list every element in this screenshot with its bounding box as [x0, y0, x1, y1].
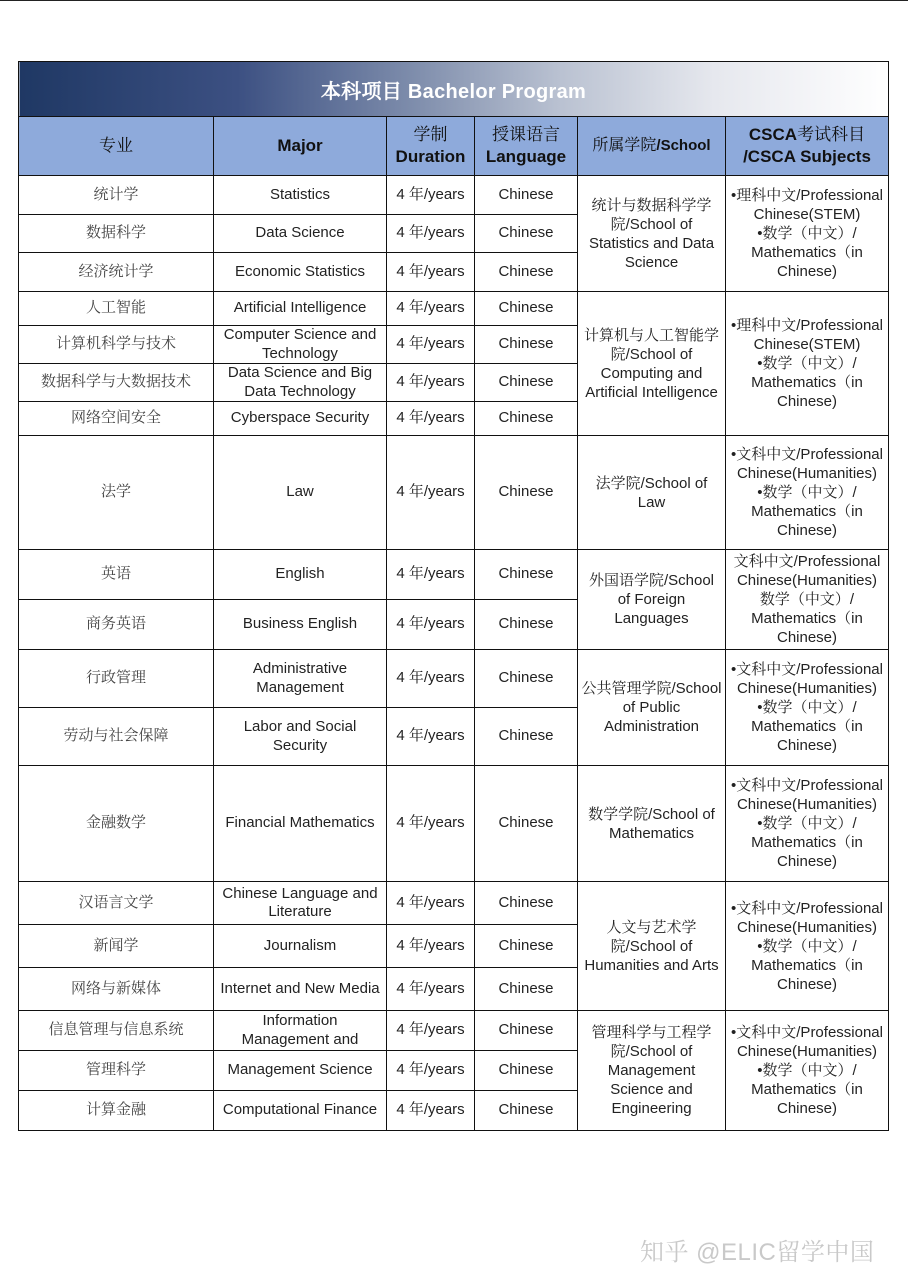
duration-text: 4 年/years: [396, 565, 465, 583]
header-duration-en: Duration: [395, 147, 466, 166]
major-en-cell: [214, 326, 387, 364]
language-text: Chinese: [498, 1101, 554, 1119]
major-cn-text: 管理科学: [85, 1061, 146, 1079]
duration-text: 4 年/years: [396, 335, 465, 353]
csca-subject-item: •理科中文/Professional Chinese(STEM): [731, 317, 883, 353]
duration-cell: [387, 215, 475, 253]
major-en-text: Journalism: [263, 936, 337, 954]
csca-subject-item: •数学（中文）/ Mathematics（in Chinese): [751, 1062, 863, 1117]
major-en-cell: [214, 215, 387, 253]
major-en-text: English: [275, 565, 325, 583]
major-en-text: Cyberspace Security: [230, 409, 370, 427]
major-cn-text: 劳动与社会保障: [63, 727, 169, 745]
major-en-text: Economic Statistics: [234, 262, 366, 280]
table-body: [19, 176, 889, 1131]
duration-cell: [387, 766, 475, 882]
header-major-en: Major: [214, 117, 387, 176]
duration-text: 4 年/years: [396, 1061, 465, 1079]
duration-cell: [387, 1091, 475, 1131]
duration-cell: [387, 600, 475, 650]
school-text: 人文与艺术学院/School of Humanities and Arts: [584, 918, 719, 974]
duration-cell: [387, 176, 475, 215]
major-en-cell: [214, 292, 387, 326]
language-text: Chinese: [498, 979, 554, 997]
school-text: 计算机与人工智能学院/School of Computing and Artificial Intelligence: [583, 326, 719, 401]
language-text: Chinese: [498, 299, 554, 317]
duration-text: 4 年/years: [396, 669, 465, 687]
major-en-text: Law: [286, 483, 314, 501]
major-en-text: Chinese Language and Literature: [222, 884, 378, 920]
major-cn-cell: [19, 1091, 214, 1131]
duration-cell: [387, 292, 475, 326]
csca-subject-item: •文科中文/Professional Chinese(Humanities): [731, 899, 883, 936]
major-cn-cell: [19, 882, 214, 925]
duration-text: 4 年/years: [396, 893, 465, 911]
csca-subject-item: •数学（中文）/ Mathematics（in Chinese): [751, 815, 863, 870]
csca-subject-item: 数学（中文）/ Mathematics（in Chinese): [751, 591, 863, 646]
language-cell: [475, 600, 578, 650]
duration-cell: [387, 326, 475, 364]
major-en-cell: [214, 176, 387, 215]
language-text: Chinese: [498, 409, 554, 427]
top-rule: [0, 0, 908, 1]
school-cell: [578, 550, 726, 650]
major-cn-cell: [19, 550, 214, 600]
major-cn-text: 行政管理: [85, 669, 146, 687]
header-school-cn: 所属学院: [592, 137, 657, 154]
major-en-text: Management Science: [227, 1061, 373, 1079]
school-text: 公共管理学院/School of Public Administration: [581, 680, 722, 735]
table-row: [19, 882, 889, 925]
major-cn-text: 数据科学与大数据技术: [40, 373, 191, 391]
major-en-cell: [214, 708, 387, 766]
major-en-cell: [214, 766, 387, 882]
csca-subject-item: •数学（中文）/ Mathematics（in Chinese): [751, 484, 863, 539]
school-text: 外国语学院/School of Foreign Languages: [588, 572, 715, 627]
major-en-cell: [214, 968, 387, 1011]
language-text: Chinese: [498, 893, 554, 911]
major-en-cell: [214, 550, 387, 600]
csca-subject-item: •文科中文/Professional Chinese(Humanities): [731, 1024, 883, 1060]
header-language-en: Language: [485, 147, 567, 166]
csca-subject-item: •文科中文/Professional Chinese(Humanities): [731, 777, 883, 813]
major-en-text: Data Science and Big Data Technology: [227, 364, 373, 400]
language-cell: [475, 436, 578, 550]
major-en-cell: [214, 600, 387, 650]
language-cell: [475, 1051, 578, 1091]
duration-text: 4 年/years: [396, 814, 465, 832]
major-cn-text: 人工智能: [85, 299, 146, 317]
major-en-cell: [214, 364, 387, 402]
language-cell: [475, 968, 578, 1011]
major-cn-text: 网络空间安全: [70, 409, 161, 427]
watermark: 知乎 @ELIC留学中国: [640, 1239, 875, 1266]
csca-subjects-cell: [726, 650, 889, 766]
header-row: [19, 117, 889, 176]
major-cn-cell: [19, 402, 214, 436]
language-cell: [475, 215, 578, 253]
school-cell: [578, 176, 726, 292]
table-row: [19, 176, 889, 215]
language-text: Chinese: [498, 224, 554, 242]
header-duration: [387, 117, 475, 176]
language-cell: [475, 882, 578, 925]
language-text: Chinese: [498, 1021, 554, 1039]
header-csca: [726, 117, 889, 176]
major-cn-text: 新闻学: [93, 936, 139, 954]
language-cell: [475, 364, 578, 402]
language-cell: [475, 326, 578, 364]
language-cell: [475, 253, 578, 292]
table-title: 本科项目 Bachelor Program: [19, 62, 889, 117]
language-text: Chinese: [498, 262, 554, 280]
csca-subjects-cell: [726, 766, 889, 882]
school-cell: [578, 650, 726, 766]
header-csca-en: /CSCA Subjects: [743, 147, 871, 166]
school-text: 数学学院/School of Mathematics: [588, 805, 715, 842]
duration-text: 4 年/years: [396, 483, 465, 501]
major-cn-cell: [19, 766, 214, 882]
duration-text: 4 年/years: [396, 373, 465, 391]
major-cn-text: 经济统计学: [78, 262, 154, 280]
major-cn-cell: [19, 600, 214, 650]
duration-text: 4 年/years: [396, 185, 465, 203]
language-cell: [475, 766, 578, 882]
major-cn-text: 英语: [100, 565, 131, 583]
duration-cell: [387, 708, 475, 766]
major-cn-cell: [19, 253, 214, 292]
language-cell: [475, 402, 578, 436]
language-text: Chinese: [498, 814, 554, 832]
major-en-text: Financial Mathematics: [225, 814, 375, 832]
csca-subject-item: •文科中文/Professional Chinese(Humanities): [731, 661, 883, 697]
major-cn-text: 汉语言文学: [78, 893, 154, 911]
language-cell: [475, 292, 578, 326]
csca-subject-item: •理科中文/Professional Chinese(STEM): [731, 187, 883, 223]
csca-subject-item: •数学（中文）/ Mathematics（in Chinese): [751, 355, 863, 410]
language-text: Chinese: [498, 185, 554, 203]
major-cn-text: 商务英语: [85, 615, 146, 633]
language-text: Chinese: [498, 727, 554, 745]
header-csca-prefix: CSCA: [748, 125, 798, 144]
duration-cell: [387, 253, 475, 292]
duration-cell: [387, 1051, 475, 1091]
duration-cell: [387, 650, 475, 708]
school-cell: [578, 882, 726, 1011]
major-cn-cell: [19, 1011, 214, 1051]
language-cell: [475, 550, 578, 600]
language-cell: [475, 925, 578, 968]
duration-text: 4 年/years: [396, 615, 465, 633]
header-language: [475, 117, 578, 176]
school-cell: [578, 1011, 726, 1131]
language-cell: [475, 650, 578, 708]
major-cn-text: 统计学: [93, 185, 139, 203]
major-cn-text: 计算机科学与技术: [55, 335, 176, 353]
table-row: [19, 550, 889, 600]
major-en-text: Statistics: [269, 185, 330, 203]
major-cn-cell: [19, 215, 214, 253]
major-cn-text: 计算金融: [85, 1101, 146, 1119]
major-cn-cell: [19, 925, 214, 968]
school-cell: [578, 436, 726, 550]
csca-subjects-cell: [726, 1011, 889, 1131]
duration-text: 4 年/years: [396, 224, 465, 242]
major-en-cell: [214, 925, 387, 968]
major-en-text: Computer Science and Technology: [223, 326, 377, 362]
duration-cell: [387, 968, 475, 1011]
major-en-text: Business English: [242, 615, 358, 633]
language-text: Chinese: [498, 936, 554, 954]
major-cn-text: 法学: [100, 483, 131, 501]
language-cell: [475, 1011, 578, 1051]
major-cn-cell: [19, 1051, 214, 1091]
duration-text: 4 年/years: [396, 1021, 465, 1039]
table-row: [19, 650, 889, 708]
csca-subjects-cell: [726, 436, 889, 550]
major-en-cell: [214, 402, 387, 436]
major-en-text: Information Management and: [241, 1012, 359, 1048]
header-school: [578, 117, 726, 176]
duration-cell: [387, 550, 475, 600]
school-text: 法学院/School of Law: [595, 474, 708, 511]
csca-subjects-cell: [726, 292, 889, 436]
major-cn-cell: [19, 326, 214, 364]
csca-subject-item: •数学（中文）/ Mathematics（in Chinese): [751, 937, 863, 993]
language-text: Chinese: [498, 669, 554, 687]
duration-cell: [387, 1011, 475, 1051]
language-cell: [475, 708, 578, 766]
major-en-text: Computational Finance: [222, 1101, 378, 1119]
major-cn-cell: [19, 436, 214, 550]
language-text: Chinese: [498, 483, 554, 501]
csca-subject-item: •数学（中文）/ Mathematics（in Chinese): [751, 225, 863, 280]
school-text: 管理科学与工程学院/School of Management Science and Engineering: [591, 1024, 712, 1117]
header-major-cn: [19, 117, 214, 176]
duration-text: 4 年/years: [396, 262, 465, 280]
csca-subject-item: •数学（中文）/ Mathematics（in Chinese): [751, 699, 863, 754]
major-en-cell: [214, 1091, 387, 1131]
duration-cell: [387, 882, 475, 925]
duration-cell: [387, 436, 475, 550]
language-text: Chinese: [498, 565, 554, 583]
major-en-cell: [214, 253, 387, 292]
duration-text: 4 年/years: [396, 979, 465, 997]
table-row: [19, 1011, 889, 1051]
major-cn-cell: [19, 708, 214, 766]
bachelor-program-table: [18, 61, 889, 1131]
major-en-cell: [214, 882, 387, 925]
school-cell: [578, 292, 726, 436]
duration-text: 4 年/years: [396, 1101, 465, 1119]
major-en-cell: [214, 650, 387, 708]
major-en-cell: [214, 436, 387, 550]
duration-text: 4 年/years: [396, 299, 465, 317]
duration-text: 4 年/years: [396, 936, 465, 954]
major-cn-cell: [19, 292, 214, 326]
major-en-text: Internet and New Media: [220, 979, 380, 997]
language-cell: [475, 176, 578, 215]
csca-subjects-cell: [726, 550, 889, 650]
major-cn-cell: [19, 364, 214, 402]
language-cell: [475, 1091, 578, 1131]
major-cn-cell: [19, 650, 214, 708]
major-cn-text: 数据科学: [85, 224, 146, 242]
csca-subjects-cell: [726, 882, 889, 1011]
school-text: 统计与数据科学学院/School of Statistics and Data Science: [588, 196, 715, 271]
duration-cell: [387, 364, 475, 402]
major-cn-cell: [19, 968, 214, 1011]
csca-subject-item: 文科中文/Professional Chinese(Humanities): [733, 553, 881, 589]
header-csca-cn: 考试科目: [797, 125, 866, 144]
language-text: Chinese: [498, 615, 554, 633]
major-en-text: Labor and Social Security: [243, 718, 357, 754]
duration-text: 4 年/years: [396, 727, 465, 745]
csca-subject-item: •文科中文/Professional Chinese(Humanities): [731, 446, 883, 482]
language-text: Chinese: [498, 373, 554, 391]
language-text: Chinese: [498, 335, 554, 353]
duration-cell: [387, 925, 475, 968]
duration-cell: [387, 402, 475, 436]
duration-text: 4 年/years: [396, 409, 465, 427]
major-cn-cell: [19, 176, 214, 215]
header-school-en: /School: [656, 137, 711, 154]
header-major-cn-label: 专业: [99, 136, 133, 155]
major-cn-text: 金融数学: [85, 814, 146, 832]
major-en-cell: [214, 1011, 387, 1051]
csca-subjects-cell: [726, 176, 889, 292]
language-text: Chinese: [498, 1061, 554, 1079]
major-en-text: Administrative Management: [252, 660, 348, 696]
table-row: [19, 292, 889, 326]
table-row: [19, 436, 889, 550]
header-duration-cn: 学制: [413, 125, 448, 144]
major-en-text: Artificial Intelligence: [233, 299, 367, 317]
major-en-cell: [214, 1051, 387, 1091]
header-language-cn: 授课语言: [492, 125, 560, 144]
major-en-text: Data Science: [255, 224, 345, 242]
major-cn-text: 信息管理与信息系统: [48, 1021, 184, 1039]
major-cn-text: 网络与新媒体: [70, 979, 161, 997]
table-row: [19, 766, 889, 882]
school-cell: [578, 766, 726, 882]
